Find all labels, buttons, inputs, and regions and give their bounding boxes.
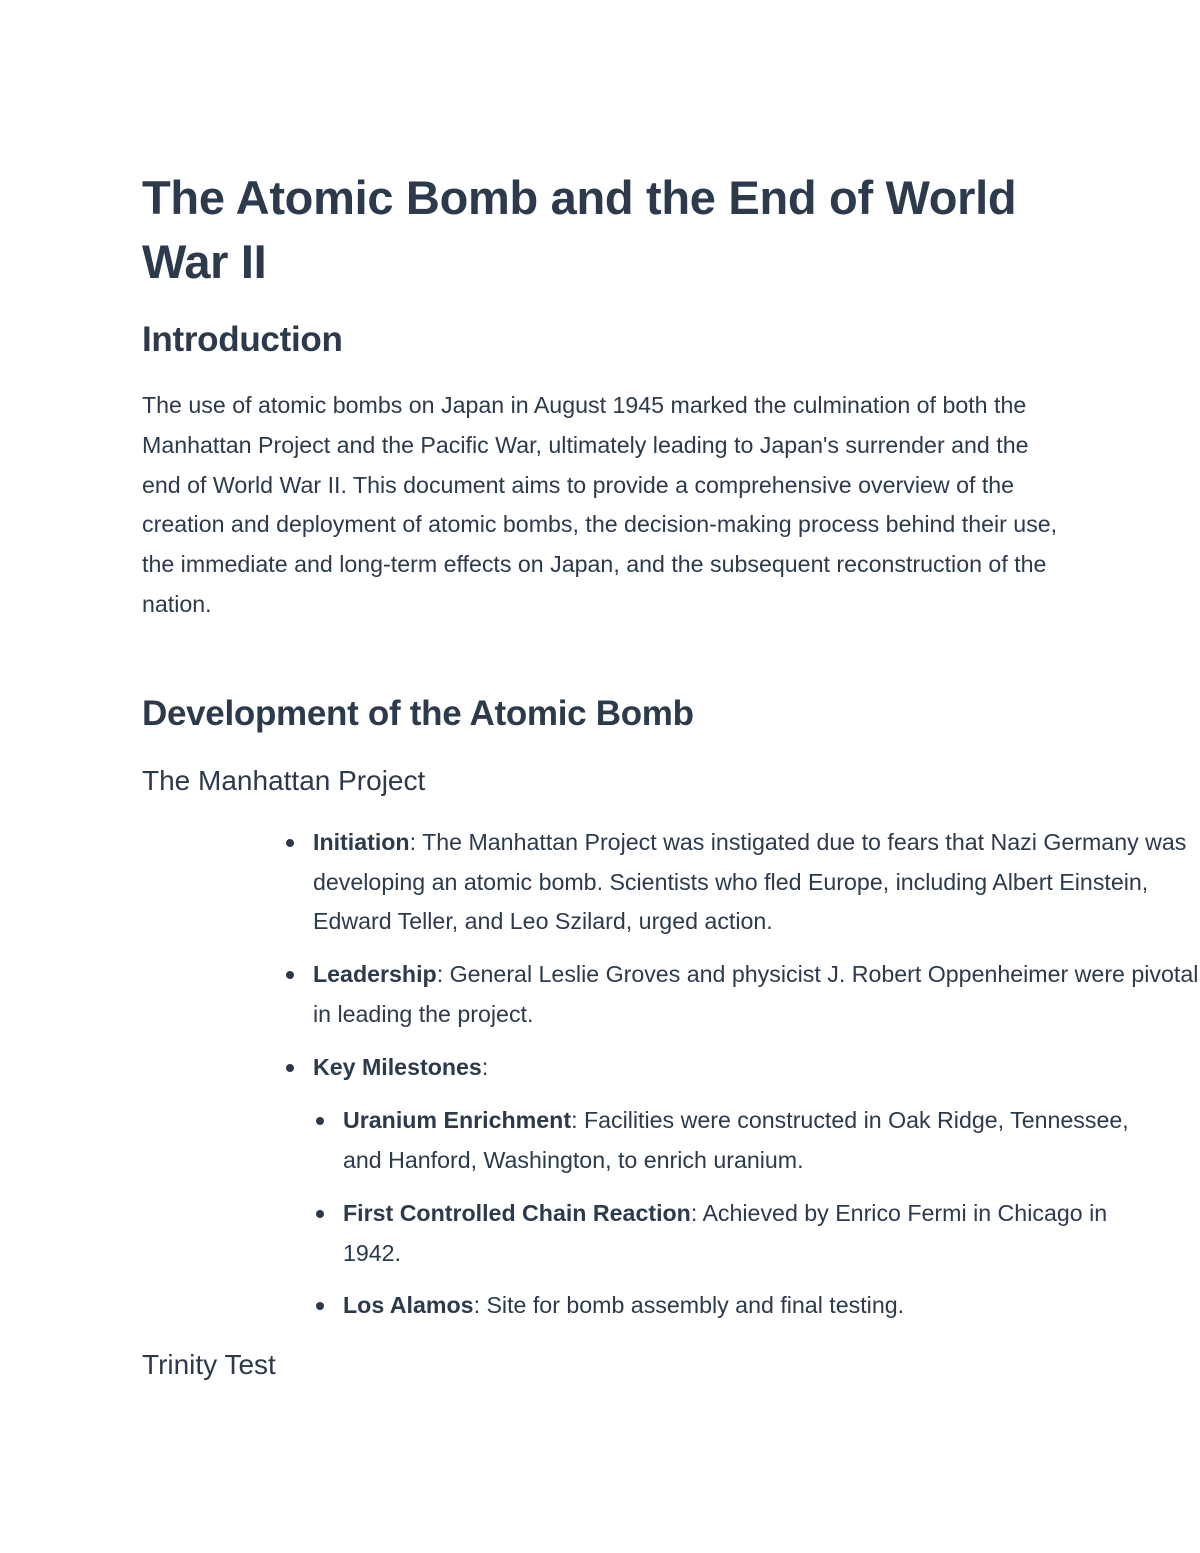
list-item-text: : [481, 1054, 489, 1080]
list-item-text: : The Manhattan Project was instigated due to fears that Nazi Germany was developing an atomic bomb. Scientists who fled Europe, including Albert Einstein, Edward Teller, and Leo Szilard, urged action. [313, 829, 1187, 934]
list-item-key-milestones [313, 1048, 1200, 1088]
trinity-test-heading: Trinity Test [142, 1349, 276, 1380]
list-item-label: Key Milestones [313, 1054, 482, 1080]
bullet-icon [316, 1210, 324, 1218]
list-item-text: : General Leslie Groves and physicist J. Robert Oppenheimer were pivotal in leading the project. [313, 961, 1199, 1027]
list-item-text: : Achieved by Enrico Fermi in Chicago in 1942. [343, 1200, 1108, 1266]
list-item-label: Leadership [313, 961, 437, 987]
list-item-label: Initiation [313, 829, 410, 855]
bullet-icon [286, 839, 294, 847]
list-item-leadership [313, 955, 1200, 1034]
list-item-label: Uranium Enrichment [343, 1107, 572, 1133]
bullet-icon [316, 1117, 324, 1125]
bullet-icon [286, 971, 294, 979]
list-item-initiation [313, 823, 1200, 942]
bullet-icon [286, 1064, 294, 1072]
introduction-heading: Introduction [142, 320, 343, 359]
sublist-item-uranium-enrichment [343, 1101, 1143, 1180]
introduction-paragraph: The use of atomic bombs on Japan in August 1945 marked the culmination of both the Manhattan Project and the Pacific War, ultimately leading to Japan's surrender and the end of World War II. This document aims to provide a comprehensive overview of the creation and deployment of atomic bombs, the decision-making process behind their use, the immediate and long-term effects on Japan, and the subsequent reconstruction of the nation. [142, 392, 1058, 617]
bullet-icon [316, 1302, 324, 1310]
list-item-label: First Controlled Chain Reaction [343, 1200, 691, 1226]
sublist-item-los-alamos [343, 1286, 1200, 1326]
manhattan-project-heading: The Manhattan Project [142, 765, 426, 796]
list-item-text: : Facilities were constructed in Oak Ridge, Tennessee, and Hanford, Washington, to enrich uranium. [343, 1107, 1129, 1173]
list-item-text: : Site for bomb assembly and final testing. [473, 1292, 905, 1318]
development-heading: Development of the Atomic Bomb [142, 694, 694, 733]
sublist-item-chain-reaction [343, 1194, 1133, 1273]
list-item-label: Los Alamos [343, 1292, 474, 1318]
page-title: The Atomic Bomb and the End of World War II [142, 171, 1017, 288]
